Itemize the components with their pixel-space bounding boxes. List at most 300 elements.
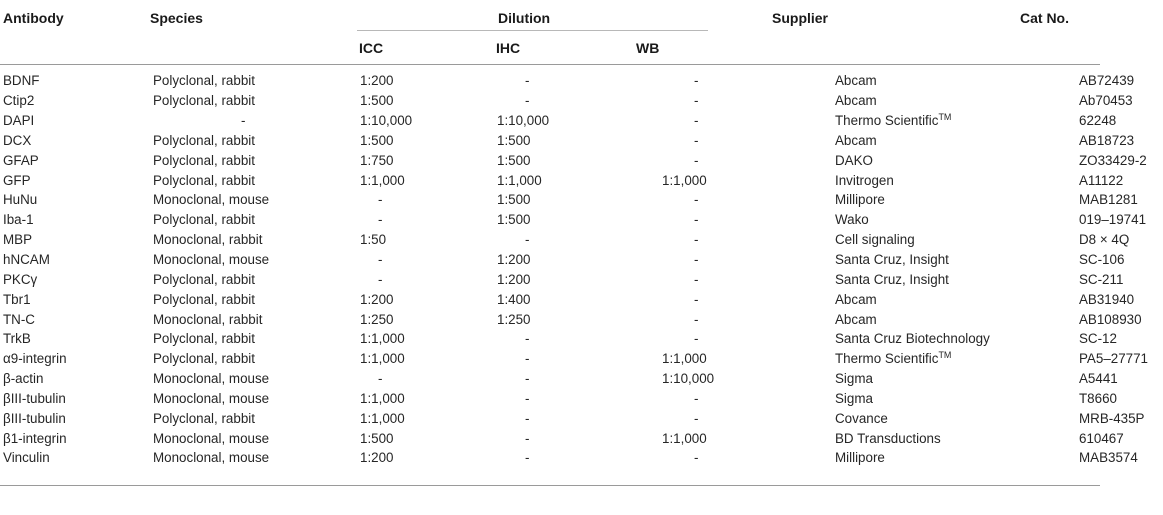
cell-cat-no <box>1079 349 1163 369</box>
cell-icc-text: 1:1,000 <box>360 172 405 188</box>
cell-icc-text: 1:500 <box>360 132 394 148</box>
cell-wb-text: - <box>694 252 699 268</box>
cell-icc-text: - <box>378 371 383 387</box>
cell-ihc-text: - <box>525 410 530 426</box>
cell-icc <box>360 289 497 309</box>
cell-cat-no-text: SC-106 <box>1079 252 1125 268</box>
cell-wb-text: 1:1,000 <box>662 351 707 367</box>
table-row <box>0 389 1163 409</box>
header-icc: ICC <box>359 40 384 56</box>
cell-species-text: Monoclonal, mouse <box>153 252 270 268</box>
cell-antibody <box>0 111 153 131</box>
cell-cat-no-text: AB18723 <box>1079 132 1135 148</box>
cell-antibody-text: TrkB <box>3 331 31 347</box>
cell-wb <box>662 309 835 329</box>
cell-cat-no-text: ZO33429-2 <box>1079 152 1147 168</box>
cell-wb-text: - <box>694 410 699 426</box>
header-species: Species <box>150 10 203 26</box>
cell-species <box>153 448 360 468</box>
cell-antibody-text: BDNF <box>3 73 40 89</box>
cell-species-text: Polyclonal, rabbit <box>153 212 255 228</box>
cell-supplier <box>835 349 1079 369</box>
cell-supplier-text: Santa Cruz Biotechnology <box>835 331 990 347</box>
cell-ihc-text: 1:500 <box>497 192 531 208</box>
cell-cat-no-text: PA5–27771 <box>1079 351 1148 367</box>
cell-cat-no-text: D8 × 4Q <box>1079 232 1130 248</box>
cell-cat-no-text: MAB3574 <box>1079 450 1138 466</box>
cell-cat-no-text: 019–19741 <box>1079 212 1147 228</box>
header-bottom-rule <box>0 64 1100 65</box>
cell-wb <box>662 329 835 349</box>
cell-icc-text: 1:10,000 <box>360 113 413 129</box>
cell-supplier-text: Invitrogen <box>835 172 894 188</box>
cell-antibody <box>0 131 153 151</box>
table-row <box>0 250 1163 270</box>
cell-antibody <box>0 428 153 448</box>
cell-ihc <box>497 269 662 289</box>
cell-supplier-text: Sigma <box>835 371 873 387</box>
table-row <box>0 150 1163 170</box>
cell-species-text: Polyclonal, rabbit <box>153 152 255 168</box>
cell-icc-text: 1:1,000 <box>360 410 405 426</box>
cell-supplier-text: DAKO <box>835 152 873 168</box>
cell-antibody-text: Iba-1 <box>3 212 34 228</box>
cell-cat-no <box>1079 170 1163 190</box>
cell-wb <box>662 408 835 428</box>
cell-cat-no <box>1079 150 1163 170</box>
cell-cat-no <box>1079 91 1163 111</box>
cell-icc-text: 1:750 <box>360 152 394 168</box>
cell-supplier <box>835 230 1079 250</box>
cell-ihc <box>497 91 662 111</box>
cell-species <box>153 428 360 448</box>
trademark-mark: TM <box>938 112 952 123</box>
cell-ihc <box>497 428 662 448</box>
cell-species-text: Monoclonal, mouse <box>153 430 270 446</box>
cell-wb-text: - <box>694 390 699 406</box>
cell-supplier-text: Cell signaling <box>835 232 915 248</box>
cell-species <box>153 389 360 409</box>
cell-antibody <box>0 389 153 409</box>
cell-cat-no <box>1079 408 1163 428</box>
cell-species <box>153 210 360 230</box>
cell-icc-text: 1:500 <box>360 430 394 446</box>
cell-supplier <box>835 91 1079 111</box>
cell-wb-text: - <box>694 271 699 287</box>
cell-cat-no <box>1079 329 1163 349</box>
cell-species <box>153 309 360 329</box>
table-row <box>0 111 1163 131</box>
cell-antibody-text: MBP <box>3 232 33 248</box>
cell-supplier-text: Thermo Scientific <box>835 113 939 129</box>
cell-ihc-text: - <box>525 351 530 367</box>
cell-antibody <box>0 448 153 468</box>
cell-cat-no <box>1079 448 1163 468</box>
cell-supplier <box>835 309 1079 329</box>
cell-species-text: Polyclonal, rabbit <box>153 291 255 307</box>
cell-supplier <box>835 131 1079 151</box>
cell-species-text: Monoclonal, rabbit <box>153 232 263 248</box>
cell-cat-no <box>1079 289 1163 309</box>
cell-antibody-text: α9-integrin <box>3 351 67 367</box>
cell-ihc-text: - <box>525 371 530 387</box>
cell-antibody <box>0 150 153 170</box>
cell-supplier-text: Millipore <box>835 450 885 466</box>
cell-supplier-text: Wako <box>835 212 869 228</box>
cell-ihc <box>497 170 662 190</box>
table-row <box>0 230 1163 250</box>
cell-icc-text: 1:200 <box>360 73 394 89</box>
cell-antibody <box>0 408 153 428</box>
cell-ihc <box>497 309 662 329</box>
table-row <box>0 448 1163 468</box>
dilution-underline <box>357 30 708 31</box>
cell-cat-no <box>1079 210 1163 230</box>
cell-species-text: Polyclonal, rabbit <box>153 93 255 109</box>
cell-supplier <box>835 170 1079 190</box>
cell-cat-no <box>1079 369 1163 389</box>
cell-icc <box>360 190 497 210</box>
cell-wb <box>662 150 835 170</box>
cell-supplier <box>835 428 1079 448</box>
cell-antibody-text: PKCγ <box>3 271 38 287</box>
table-row <box>0 71 1163 91</box>
cell-icc-text: - <box>378 252 383 268</box>
cell-icc-text: - <box>378 192 383 208</box>
table-row <box>0 408 1163 428</box>
table-row <box>0 309 1163 329</box>
cell-ihc <box>497 150 662 170</box>
cell-supplier <box>835 369 1079 389</box>
table-row <box>0 428 1163 448</box>
cell-icc <box>360 269 497 289</box>
cell-wb <box>662 71 835 91</box>
cell-ihc-text: 1:400 <box>497 291 531 307</box>
cell-cat-no <box>1079 250 1163 270</box>
cell-species <box>153 150 360 170</box>
cell-ihc <box>497 71 662 91</box>
cell-ihc <box>497 349 662 369</box>
cell-icc <box>360 111 497 131</box>
cell-cat-no-text: AB108930 <box>1079 311 1142 327</box>
cell-cat-no-text: A5441 <box>1079 371 1118 387</box>
cell-antibody-text: TN-C <box>3 311 35 327</box>
cell-species-text: Monoclonal, mouse <box>153 390 270 406</box>
cell-wb <box>662 448 835 468</box>
cell-species-text: Monoclonal, rabbit <box>153 311 263 327</box>
cell-species-text: Polyclonal, rabbit <box>153 271 255 287</box>
cell-antibody <box>0 71 153 91</box>
cell-ihc-text: 1:10,000 <box>497 113 550 129</box>
cell-wb <box>662 170 835 190</box>
cell-species-text: Monoclonal, mouse <box>153 192 270 208</box>
cell-cat-no-text: Ab70453 <box>1079 93 1133 109</box>
header-wb: WB <box>636 40 660 56</box>
cell-ihc-text: 1:1,000 <box>497 172 542 188</box>
cell-supplier <box>835 289 1079 309</box>
cell-wb-text: - <box>694 152 699 168</box>
cell-ihc-text: - <box>525 73 530 89</box>
cell-icc-text: 1:1,000 <box>360 331 405 347</box>
cell-cat-no <box>1079 190 1163 210</box>
cell-wb-text: - <box>694 132 699 148</box>
cell-icc <box>360 250 497 270</box>
cell-species <box>153 170 360 190</box>
cell-antibody <box>0 230 153 250</box>
cell-wb-text: - <box>694 311 699 327</box>
cell-wb <box>662 250 835 270</box>
header-cat-no: Cat No. <box>1020 10 1069 26</box>
cell-species <box>153 329 360 349</box>
cell-ihc <box>497 210 662 230</box>
cell-antibody <box>0 190 153 210</box>
table-row <box>0 210 1163 230</box>
cell-antibody <box>0 91 153 111</box>
table-row <box>0 91 1163 111</box>
cell-antibody <box>0 269 153 289</box>
cell-supplier-text: Abcam <box>835 73 877 89</box>
cell-species <box>153 91 360 111</box>
cell-antibody <box>0 369 153 389</box>
cell-species <box>153 111 360 131</box>
cell-antibody <box>0 250 153 270</box>
cell-icc <box>360 428 497 448</box>
cell-ihc <box>497 250 662 270</box>
cell-species-text: Polyclonal, rabbit <box>153 351 255 367</box>
cell-species-text: Polyclonal, rabbit <box>153 172 255 188</box>
cell-wb-text: - <box>694 232 699 248</box>
cell-species <box>153 71 360 91</box>
cell-cat-no <box>1079 389 1163 409</box>
table-row <box>0 269 1163 289</box>
cell-ihc-text: - <box>525 93 530 109</box>
cell-icc <box>360 448 497 468</box>
cell-wb-text: - <box>694 192 699 208</box>
cell-supplier-text: Covance <box>835 410 888 426</box>
cell-cat-no-text: 610467 <box>1079 430 1124 446</box>
cell-species-text: Monoclonal, mouse <box>153 371 270 387</box>
cell-species <box>153 131 360 151</box>
cell-ihc-text: - <box>525 430 530 446</box>
table-row <box>0 289 1163 309</box>
cell-wb <box>662 289 835 309</box>
cell-species-text: Polyclonal, rabbit <box>153 410 255 426</box>
cell-wb-text: 1:10,000 <box>662 371 715 387</box>
cell-supplier-text: BD Transductions <box>835 430 941 446</box>
cell-icc <box>360 408 497 428</box>
cell-ihc-text: 1:200 <box>497 252 531 268</box>
cell-ihc <box>497 369 662 389</box>
cell-supplier <box>835 210 1079 230</box>
cell-wb-text: - <box>694 331 699 347</box>
cell-species <box>153 230 360 250</box>
cell-wb <box>662 369 835 389</box>
cell-cat-no-text: T8660 <box>1079 390 1117 406</box>
cell-species-text: Polyclonal, rabbit <box>153 331 255 347</box>
cell-antibody-text: GFP <box>3 172 31 188</box>
cell-ihc <box>497 408 662 428</box>
cell-antibody-text: HuNu <box>3 192 38 208</box>
cell-species <box>153 250 360 270</box>
cell-supplier <box>835 250 1079 270</box>
table-row <box>0 329 1163 349</box>
cell-icc-text: 1:1,000 <box>360 390 405 406</box>
cell-ihc-text: 1:500 <box>497 132 531 148</box>
cell-antibody-text: hNCAM <box>3 252 50 268</box>
cell-icc <box>360 170 497 190</box>
cell-antibody-text: DAPI <box>3 113 35 129</box>
cell-cat-no-text: AB31940 <box>1079 291 1135 307</box>
cell-supplier <box>835 408 1079 428</box>
cell-cat-no <box>1079 269 1163 289</box>
cell-ihc-text: - <box>525 331 530 347</box>
cell-species <box>153 408 360 428</box>
cell-species <box>153 349 360 369</box>
cell-ihc-text: 1:200 <box>497 271 531 287</box>
cell-wb-text: - <box>694 212 699 228</box>
cell-cat-no <box>1079 428 1163 448</box>
cell-ihc-text: - <box>525 450 530 466</box>
cell-wb-text: - <box>694 113 699 129</box>
cell-supplier <box>835 111 1079 131</box>
cell-icc-text: 1:200 <box>360 291 394 307</box>
cell-wb-text: - <box>694 291 699 307</box>
cell-wb-text: 1:1,000 <box>662 172 707 188</box>
table-row <box>0 369 1163 389</box>
cell-antibody <box>0 170 153 190</box>
table-row <box>0 349 1163 369</box>
cell-icc <box>360 91 497 111</box>
cell-species-text: Polyclonal, rabbit <box>153 132 255 148</box>
cell-supplier <box>835 269 1079 289</box>
cell-wb-text: - <box>694 450 699 466</box>
cell-ihc-text: 1:500 <box>497 152 531 168</box>
cell-icc <box>360 369 497 389</box>
cell-wb <box>662 230 835 250</box>
table-row <box>0 190 1163 210</box>
cell-icc-text: 1:50 <box>360 232 387 248</box>
cell-antibody-text: Tbr1 <box>3 291 31 307</box>
cell-supplier <box>835 329 1079 349</box>
table-bottom-rule <box>0 485 1100 486</box>
antibody-table <box>0 71 1163 468</box>
cell-supplier-text: Abcam <box>835 132 877 148</box>
table-row <box>0 131 1163 151</box>
cell-antibody <box>0 210 153 230</box>
cell-cat-no-text: MRB-435P <box>1079 410 1145 426</box>
cell-icc <box>360 131 497 151</box>
cell-icc <box>360 150 497 170</box>
header-dilution: Dilution <box>498 10 551 26</box>
cell-supplier-text: Santa Cruz, Insight <box>835 252 949 268</box>
cell-ihc <box>497 111 662 131</box>
cell-icc <box>360 349 497 369</box>
cell-cat-no <box>1079 131 1163 151</box>
cell-icc-text: 1:200 <box>360 450 394 466</box>
cell-supplier <box>835 71 1079 91</box>
table-row <box>0 170 1163 190</box>
cell-ihc-text: - <box>525 390 530 406</box>
cell-ihc <box>497 131 662 151</box>
cell-cat-no <box>1079 309 1163 329</box>
cell-wb <box>662 111 835 131</box>
cell-icc <box>360 329 497 349</box>
cell-ihc-text: 1:250 <box>497 311 531 327</box>
cell-antibody-text: DCX <box>3 132 32 148</box>
cell-supplier <box>835 150 1079 170</box>
cell-wb <box>662 349 835 369</box>
cell-antibody <box>0 309 153 329</box>
cell-supplier-text: Sigma <box>835 390 873 406</box>
cell-species-text: Polyclonal, rabbit <box>153 73 255 89</box>
cell-cat-no <box>1079 71 1163 91</box>
antibody-table-body <box>0 71 1163 468</box>
cell-icc <box>360 389 497 409</box>
cell-wb <box>662 210 835 230</box>
cell-ihc <box>497 289 662 309</box>
header-ihc: IHC <box>496 40 521 56</box>
cell-ihc <box>497 448 662 468</box>
cell-supplier-text: Millipore <box>835 192 885 208</box>
cell-antibody-text: Ctip2 <box>3 93 35 109</box>
cell-wb <box>662 190 835 210</box>
cell-icc-text: 1:500 <box>360 93 394 109</box>
cell-icc-text: - <box>378 212 383 228</box>
cell-wb-text: 1:1,000 <box>662 430 707 446</box>
cell-antibody-text: βIII-tubulin <box>3 410 66 426</box>
cell-supplier-text: Thermo Scientific <box>835 351 939 367</box>
cell-antibody <box>0 289 153 309</box>
cell-ihc <box>497 230 662 250</box>
cell-supplier-text: Abcam <box>835 93 877 109</box>
cell-wb-text: - <box>694 73 699 89</box>
cell-cat-no-text: 62248 <box>1079 113 1117 129</box>
cell-wb <box>662 91 835 111</box>
cell-icc <box>360 71 497 91</box>
cell-cat-no <box>1079 230 1163 250</box>
cell-antibody-text: GFAP <box>3 152 39 168</box>
cell-supplier-text: Abcam <box>835 291 877 307</box>
cell-supplier-text: Abcam <box>835 311 877 327</box>
cell-wb <box>662 269 835 289</box>
cell-cat-no-text: SC-12 <box>1079 331 1117 347</box>
cell-antibody-text: β1-integrin <box>3 430 67 446</box>
cell-ihc <box>497 190 662 210</box>
cell-species <box>153 269 360 289</box>
cell-species <box>153 369 360 389</box>
cell-species-text: - <box>241 113 246 129</box>
cell-icc-text: 1:1,000 <box>360 351 405 367</box>
cell-ihc <box>497 329 662 349</box>
cell-cat-no <box>1079 111 1163 131</box>
cell-antibody <box>0 349 153 369</box>
cell-species-text: Monoclonal, mouse <box>153 450 270 466</box>
cell-supplier <box>835 448 1079 468</box>
cell-wb <box>662 131 835 151</box>
cell-icc-text: 1:250 <box>360 311 394 327</box>
cell-icc <box>360 210 497 230</box>
cell-icc-text: - <box>378 271 383 287</box>
header-supplier: Supplier <box>772 10 829 26</box>
cell-cat-no-text: MAB1281 <box>1079 192 1138 208</box>
cell-ihc-text: - <box>525 232 530 248</box>
trademark-mark: TM <box>938 350 952 361</box>
cell-species <box>153 289 360 309</box>
cell-wb <box>662 389 835 409</box>
cell-antibody-text: β-actin <box>3 371 44 387</box>
cell-antibody <box>0 329 153 349</box>
cell-icc <box>360 230 497 250</box>
